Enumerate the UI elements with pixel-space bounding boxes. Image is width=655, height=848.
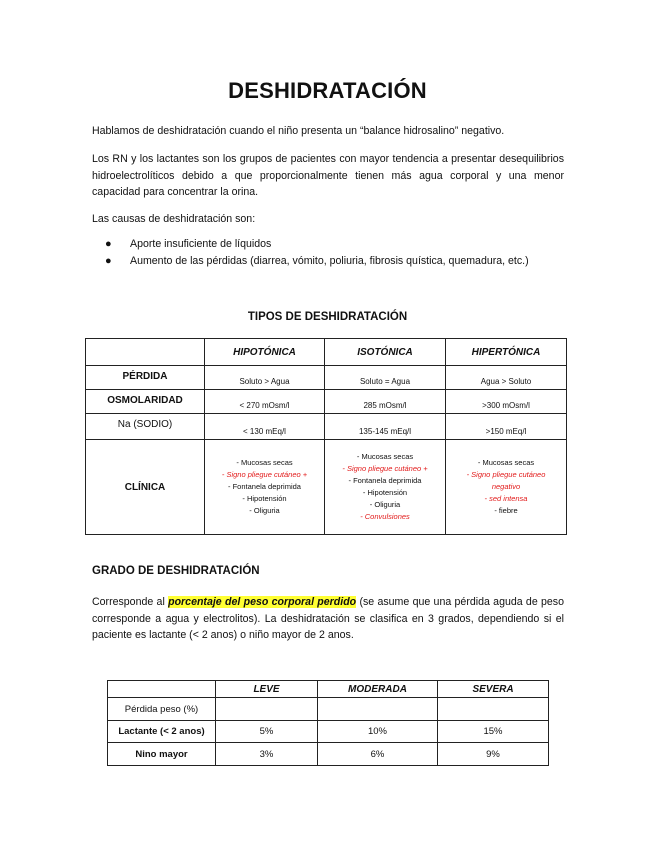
table-cell bbox=[318, 698, 438, 721]
clinic-sign: - Fontanela deprimida bbox=[348, 476, 422, 485]
table-cell: 9% bbox=[438, 743, 549, 766]
table-row bbox=[108, 698, 549, 721]
clinic-sign: - Signo pliegue cutáneo + bbox=[221, 470, 308, 479]
clinic-cell-hipotonica bbox=[205, 440, 325, 535]
grades-paragraph-end: (se asume que una pérdida aguda de peso corresponde a agua y electrolitos). La deshidratación se clasifica en 3 grados, dependiendo si el paciente es lactante (< 2 anos) o niño mayor de 2 anos. bbox=[92, 596, 564, 641]
row-label-nino-mayor: Nino mayor bbox=[108, 743, 216, 766]
clinic-sign: - Hipotensión bbox=[242, 494, 287, 503]
table-row bbox=[86, 440, 567, 535]
table-header-hipotonica: HIPOTÓNICA bbox=[205, 339, 325, 366]
clinic-sign: - sed intensa bbox=[484, 494, 528, 503]
intro-paragraph-2: Los RN y los lactantes son los grupos de pacientes con mayor tendencia a presentar desequilibrios hidroelectrolíticos debido a que proporcionalmente tienen más agua corporal y una menor capacidad para concentrar la orina. bbox=[92, 153, 564, 198]
causes-list bbox=[92, 236, 572, 270]
clinic-sign: - fiebre bbox=[494, 506, 518, 515]
table-cell bbox=[216, 698, 318, 721]
clinic-sign: - Oliguria bbox=[249, 506, 280, 515]
clinic-sign: - Mucosas secas bbox=[236, 458, 293, 467]
table-cell: 285 mOsm/l bbox=[325, 390, 446, 414]
table-row bbox=[108, 721, 549, 743]
table-cell: < 270 mOsm/l bbox=[205, 390, 325, 414]
intro-paragraph-3: Las causas de deshidratación son: bbox=[92, 213, 256, 225]
list-item-text: Aumento de las pérdidas (diarrea, vómito, poliuria, fibrosis quística, quemadura, etc.) bbox=[130, 255, 529, 267]
list-item bbox=[92, 253, 572, 270]
types-section-title: TIPOS DE DESHIDRATACIÓN bbox=[247, 311, 408, 323]
clinic-cell-isotonica bbox=[325, 440, 446, 535]
grades-section-title: GRADO DE DESHIDRATACIÓN bbox=[92, 565, 260, 577]
table-header-isotonica: ISOTÓNICA bbox=[325, 339, 446, 366]
highlighted-phrase: porcentaje del peso corporal perdido bbox=[168, 596, 357, 608]
row-label-perdida: PÉRDIDA bbox=[86, 366, 205, 390]
row-label-lactante: Lactante (< 2 anos) bbox=[108, 721, 216, 743]
clinic-sign: - Mucosas secas bbox=[356, 452, 414, 461]
row-label-clinica: CLÍNICA bbox=[86, 440, 205, 535]
table-row bbox=[108, 743, 549, 766]
table-header-leve: LEVE bbox=[216, 681, 318, 698]
table-cell: 15% bbox=[438, 721, 549, 743]
clinic-sign: - Convulsiones bbox=[360, 512, 410, 521]
page-title: DESHIDRATACIÓN bbox=[228, 78, 427, 103]
table-cell: Agua > Soluto bbox=[446, 366, 567, 390]
grades-paragraph bbox=[92, 594, 564, 644]
clinic-sign: - Oliguria bbox=[369, 500, 401, 509]
table-cell: Soluto > Agua bbox=[205, 366, 325, 390]
clinic-sign: - Fontanela deprimida bbox=[228, 482, 301, 491]
row-label-osmolaridad: OSMOLARIDAD bbox=[86, 390, 205, 414]
table-cell: 10% bbox=[318, 721, 438, 743]
clinic-sign: - Mucosas secas bbox=[477, 458, 535, 467]
table-cell: 5% bbox=[216, 721, 318, 743]
grades-paragraph-start: Corresponde al bbox=[92, 596, 169, 608]
clinic-sign: - Signo pliegue cutáneo + bbox=[342, 464, 428, 473]
table-cell: Soluto = Agua bbox=[325, 366, 446, 390]
table-header-row bbox=[108, 681, 549, 698]
table-header-severa: SEVERA bbox=[438, 681, 549, 698]
list-item-text: Aporte insuficiente de líquidos bbox=[130, 238, 272, 250]
table-cell: 6% bbox=[318, 743, 438, 766]
table-cell: < 130 mEq/l bbox=[205, 414, 325, 440]
bullet-icon: ● bbox=[105, 238, 112, 250]
table-header-empty bbox=[86, 339, 205, 366]
table-header-hipertonica: HIPERTÓNICA bbox=[446, 339, 567, 366]
list-item bbox=[92, 236, 572, 253]
table-header-row bbox=[86, 339, 567, 366]
table-row bbox=[86, 414, 567, 440]
table-cell: 135-145 mEq/l bbox=[325, 414, 446, 440]
row-label-perdida-peso: Pérdida peso (%) bbox=[108, 698, 216, 721]
row-label-sodio: Na (SODIO) bbox=[86, 414, 205, 440]
grades-table bbox=[107, 680, 549, 766]
table-header-moderada: MODERADA bbox=[318, 681, 438, 698]
bullet-icon: ● bbox=[105, 255, 112, 267]
clinic-sign: - Signo pliegue cutáneo negativo bbox=[466, 470, 546, 491]
table-row bbox=[86, 390, 567, 414]
table-header-empty bbox=[108, 681, 216, 698]
clinic-cell-hipertonica bbox=[446, 440, 567, 535]
intro-paragraph-1: Hablamos de deshidratación cuando el niño presenta un “balance hidrosalino” negativo. bbox=[92, 125, 505, 137]
table-cell bbox=[438, 698, 549, 721]
types-table bbox=[85, 338, 567, 535]
clinic-sign: - Hipotensión bbox=[362, 488, 408, 497]
table-cell: >150 mEq/l bbox=[446, 414, 567, 440]
table-row bbox=[86, 366, 567, 390]
table-cell: 3% bbox=[216, 743, 318, 766]
table-cell: >300 mOsm/l bbox=[446, 390, 567, 414]
